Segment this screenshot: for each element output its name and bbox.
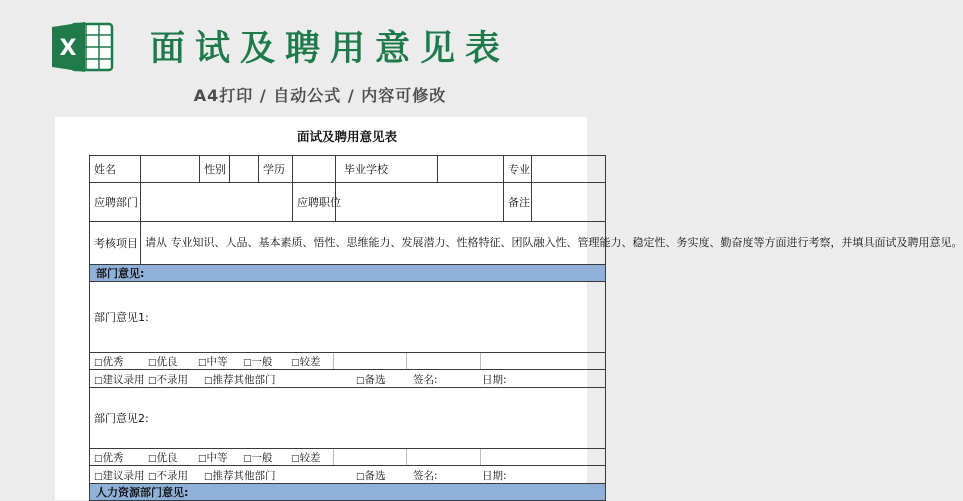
row-section-hr — [90, 484, 606, 501]
assessment-text: 请从 专业知识、人品、基本素质、悟性、思维能力、发展潜力、性格特征、团队融入性、管理能力、稳定性、务实度、勤奋度等方面进行考察，并填具面试及聘用意见。 — [141, 222, 606, 265]
label-remark: 备注 — [504, 183, 532, 222]
banner-title: 面试及聘用意见表 — [150, 29, 511, 69]
date-label: 日期: — [482, 469, 507, 482]
input-major[interactable] — [532, 156, 606, 183]
section-hr-header: 人力资源部门意见: — [90, 484, 606, 501]
grid-line — [406, 449, 407, 465]
reserve-option[interactable]: □备选 — [356, 469, 386, 482]
sign-label: 签名: — [413, 373, 438, 386]
label-department: 应聘部门 — [90, 183, 141, 222]
decision-options-1 — [90, 371, 605, 387]
decision-option[interactable]: □推荐其他部门 — [204, 373, 276, 386]
decision-option[interactable]: □不录用 — [148, 469, 189, 482]
input-school[interactable] — [438, 156, 504, 183]
form-sheet — [89, 117, 963, 500]
interview-form-table — [89, 155, 963, 501]
grid-line — [333, 449, 334, 465]
grid-line — [406, 353, 407, 369]
section-department-header: 部门意见: — [90, 265, 606, 282]
opinion-2-field[interactable]: 部门意见2: — [90, 388, 606, 449]
grade-option[interactable]: □优秀 — [94, 356, 124, 368]
grid-line — [480, 449, 481, 465]
label-name: 姓名 — [90, 156, 141, 183]
row-position-info — [90, 183, 606, 222]
grade-option[interactable]: □一般 — [243, 452, 273, 464]
excel-logo-icon — [52, 20, 114, 74]
decision-option[interactable]: □建议录用 — [94, 373, 145, 386]
label-position: 应聘职位 — [293, 183, 336, 222]
grade-option[interactable]: □优良 — [148, 356, 178, 368]
grade-options-1 — [90, 353, 605, 369]
label-gender: 性别 — [200, 156, 230, 183]
grade-options-2 — [90, 449, 605, 465]
input-remark[interactable] — [532, 183, 606, 222]
grid-line — [333, 353, 334, 369]
opinion-1-field[interactable]: 部门意见1: — [90, 282, 606, 353]
grade-option[interactable]: □一般 — [243, 356, 273, 368]
sign-label: 签名: — [413, 469, 438, 482]
decision-options-2 — [90, 467, 605, 483]
grid-line — [480, 353, 481, 369]
label-education: 学历 — [259, 156, 293, 183]
row-grades-1 — [90, 353, 606, 370]
row-assessment — [90, 222, 606, 265]
logo-letter: X — [59, 36, 77, 61]
input-position[interactable] — [336, 183, 504, 222]
grade-option[interactable]: □优秀 — [94, 452, 124, 464]
label-major: 专业 — [504, 156, 532, 183]
grade-option[interactable]: □中等 — [198, 452, 228, 464]
decision-option[interactable]: □推荐其他部门 — [204, 469, 276, 482]
row-section-department — [90, 265, 606, 282]
decision-option[interactable]: □不录用 — [148, 373, 189, 386]
input-department[interactable] — [141, 183, 293, 222]
row-decisions-1 — [90, 370, 606, 388]
input-gender[interactable] — [230, 156, 259, 183]
sheet-title: 面试及聘用意见表 — [296, 129, 397, 144]
row-opinion-1 — [90, 282, 606, 353]
label-assessment: 考核项目 — [90, 222, 141, 265]
grade-option[interactable]: □较差 — [291, 452, 321, 464]
row-decisions-2 — [90, 466, 606, 484]
row-opinion-2 — [90, 388, 606, 449]
input-education[interactable] — [293, 156, 336, 183]
row-basic-info — [90, 156, 606, 183]
input-name[interactable] — [141, 156, 200, 183]
paper-sheet — [55, 117, 963, 500]
row-grades-2 — [90, 449, 606, 466]
reserve-option[interactable]: □备选 — [356, 373, 386, 386]
decision-option[interactable]: □建议录用 — [94, 469, 145, 482]
grade-option[interactable]: □优良 — [148, 452, 178, 464]
grade-option[interactable]: □较差 — [291, 356, 321, 368]
date-label: 日期: — [482, 373, 507, 386]
label-school: 毕业学校 — [336, 156, 438, 183]
banner-subtitle: A4打印 / 自动公式 / 内容可修改 — [193, 86, 447, 105]
grade-option[interactable]: □中等 — [198, 356, 228, 368]
